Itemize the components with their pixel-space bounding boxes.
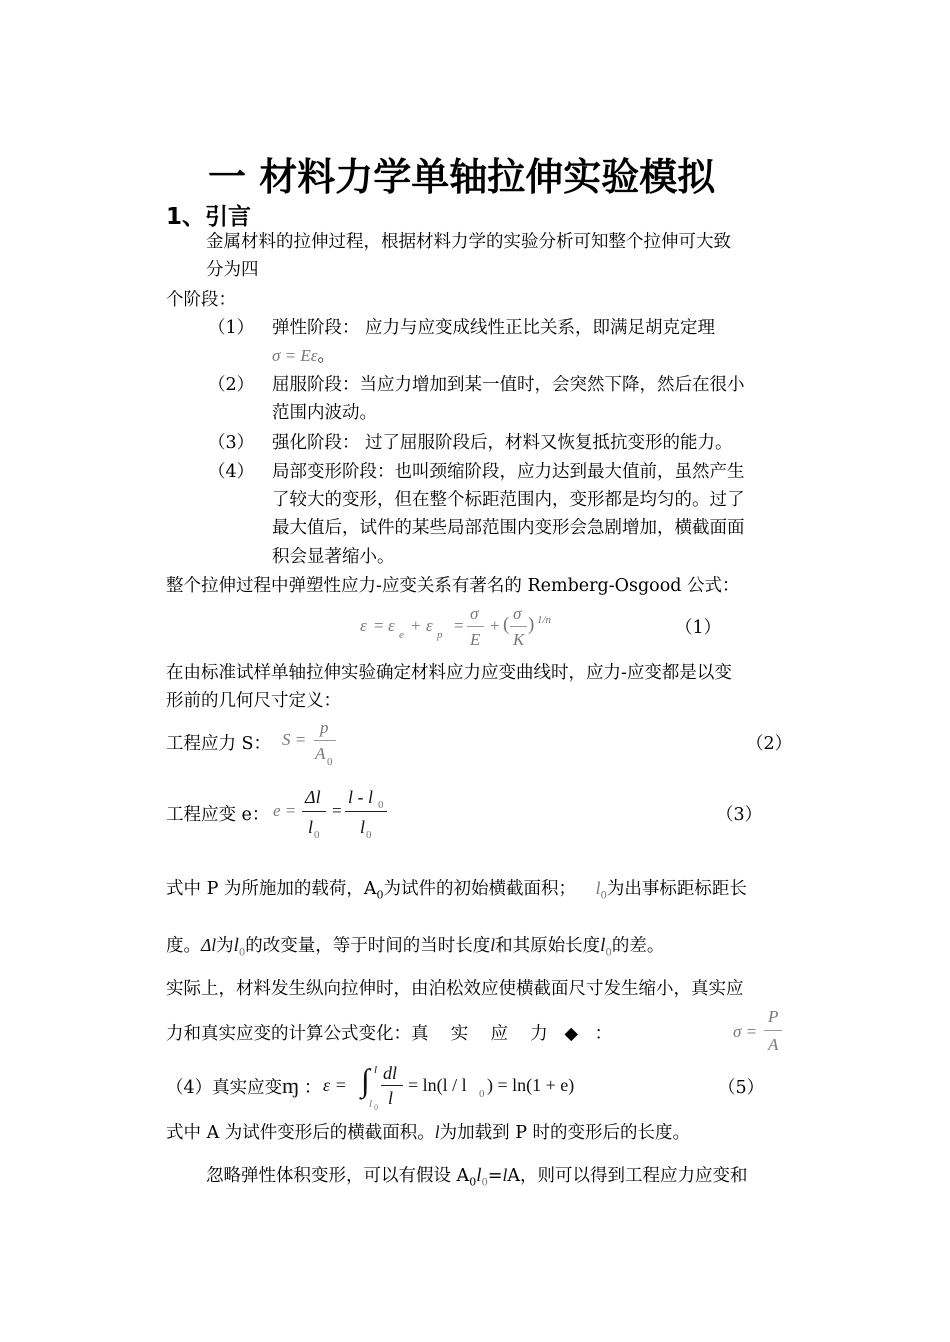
true-stress-den: A	[768, 1035, 779, 1054]
eq3-num-2: l - l	[348, 787, 373, 807]
para3-l2-text-e: 的差。	[611, 936, 665, 956]
stage-4-text-2: 了较大的变形，但在整个标距范围内，变形都是均匀的。过了	[272, 490, 745, 510]
eq1-sub-e: e	[399, 629, 404, 641]
eq2-label: 工程应力 S：	[166, 734, 272, 754]
para6	[206, 1163, 748, 1196]
eq1-den-1: E	[470, 630, 481, 649]
stage-4-text-1: 局部变形阶段：也叫颈缩阶段，应力达到最大值前，虽然产生	[272, 462, 745, 482]
section-heading-intro: 1、引言	[166, 204, 252, 230]
stage-3-text: 强化阶段： 过了屈服阶段后，材料又恢复抵抗变形的能力。	[272, 433, 733, 453]
eq3-den-2: l	[360, 817, 366, 837]
eq1-equals-2: =	[454, 616, 464, 635]
eq1-eps: ε	[360, 616, 367, 635]
eq1-eps-e: ε	[388, 616, 395, 635]
para3-line-1	[166, 876, 747, 909]
stage-2-number: （2）	[208, 375, 255, 395]
true-stress-num: P	[768, 1007, 779, 1026]
eq2-den-sub: 0	[327, 756, 333, 768]
eq1-exponent: 1/n	[537, 614, 552, 626]
para3-l0-sub: 0	[600, 890, 607, 902]
eq3-den-1: l	[308, 817, 314, 837]
para6-l0-sub: 0	[481, 1177, 488, 1189]
para6-text-b: A，则可以得到工程应力应变和	[507, 1166, 748, 1186]
para6-l: l	[502, 1165, 508, 1185]
eq5-lhs: ε =	[323, 1075, 347, 1095]
para3-l0-symbol: l	[595, 878, 601, 898]
hooke-formula: σ = Eε	[272, 346, 318, 365]
eq1-plus: +	[411, 616, 421, 635]
eq5-colon: ：	[304, 1078, 322, 1098]
intro-line-3: 个阶段：	[166, 290, 236, 310]
eq1-plus-2: +	[490, 616, 500, 635]
stage-1-text: 弹性阶段： 应力与应变成线性正比关系，即满足胡克定理	[272, 318, 716, 338]
para3-delta-l: Δl	[201, 935, 217, 955]
eq3-label: 工程应变 e：	[166, 805, 270, 825]
para3-a0-sub: 0	[376, 888, 384, 902]
para3-text-c: 为出事标距标距长	[606, 879, 747, 899]
para6-a0-sub: 0	[469, 1175, 477, 1189]
para5-l: l	[434, 1122, 440, 1142]
para2-line-1: 在由标准试样单轴拉伸实验确定材料应力应变曲线时，应力-应变都是以变	[166, 663, 732, 683]
stage-2-text-1: 屈服阶段：当应力增加到某一值时，会突然下降，然后在很小	[272, 375, 745, 395]
para3-l0-a-sub: 0	[238, 947, 246, 959]
para6-equals: =	[487, 1166, 503, 1186]
eq5-int-lower-sub: 0	[374, 1103, 378, 1112]
eq1-den-2: K	[513, 630, 525, 649]
page-title: 一 材料力学单轴拉伸实验模拟	[208, 155, 716, 199]
eq1-rparen: )	[528, 614, 535, 635]
stage-1-number: （1）	[208, 318, 255, 338]
para6-l0: l	[476, 1165, 482, 1186]
eq1-num-1: σ	[470, 604, 479, 623]
para4-line-1: 实际上，材料发生纵向拉伸时，由泊松效应使横截面尺寸发生缩小，真实应	[166, 979, 744, 999]
stage-4-number: （4）	[208, 462, 255, 482]
eq5-int-lower: l	[369, 1098, 373, 1110]
eq5-rhs: = ln(l / l	[408, 1075, 467, 1095]
para6-text-a: 忽略弹性体积变形，可以有假设 A	[206, 1166, 470, 1186]
eq3-number: （3）	[716, 805, 763, 825]
eq5-den: l	[388, 1088, 394, 1108]
eq5-number: （5）	[718, 1078, 765, 1098]
para3-l0-b-sub: 0	[605, 947, 612, 959]
intro-line-2: 分为四	[206, 260, 259, 280]
stage-1-formula	[272, 344, 335, 368]
stage-3-number: （3）	[208, 433, 255, 453]
para3-l0-b: l	[600, 935, 606, 956]
para3-l2-text-b: 为	[216, 936, 234, 956]
eq1-equals: =	[374, 616, 384, 635]
stage-4-text-3: 最大值后，试件的某些局部范围内变形会急剧增加，横截面面	[272, 518, 745, 538]
eq2-number: （2）	[746, 734, 793, 754]
para3-l0-a: l	[233, 935, 239, 956]
eq5-int-upper: l	[374, 1064, 378, 1076]
eq3-den-1-sub: 0	[314, 829, 320, 841]
para3-l2-text-c: 的改变量，等于时间的当时长度	[245, 936, 491, 956]
para5	[166, 1120, 690, 1145]
ro-intro: 整个拉伸过程中弹塑性应力-应变关系有著名的 Remberg-Osgood 公式：	[166, 576, 740, 596]
eq2-lhs: S =	[282, 730, 307, 749]
para3-text-b: 为试件的初始横截面积；	[383, 879, 577, 899]
eq3-den-2-sub: 0	[366, 829, 372, 841]
para2-line-2: 形前的几何尺寸定义：	[166, 691, 341, 711]
eq1-lparen: (	[503, 614, 510, 635]
para5-text-b: 为加载到 P 时的变形后的长度。	[439, 1123, 691, 1143]
eq5-rhs-sub: 0	[479, 1088, 485, 1100]
intro-line-1: 金属材料的拉伸过程，根据材料力学的实验分析可知整个拉伸可大致	[206, 232, 731, 252]
eq2-den: A	[315, 744, 326, 763]
eq3-num-2-sub: 0	[378, 799, 384, 811]
eq3-equals: =	[332, 801, 342, 820]
hooke-formula-suffix: 。	[317, 346, 335, 366]
para5-text-a: 式中 A 为试件变形后的横截面积。	[166, 1123, 435, 1143]
para4-line-2: 力和真实应变的计算公式变化：真 实 应 力 ◆ ：	[166, 1024, 613, 1044]
para3-l2-text-d: 和其原始长度	[495, 936, 601, 956]
para3-l2-text-a: 度。	[166, 936, 201, 956]
para3-line-2	[166, 933, 664, 966]
eq1-eps-p: ε	[426, 616, 433, 635]
eq2-num: p	[320, 718, 329, 737]
stage-4-text-4: 积会显著缩小。	[272, 547, 395, 567]
para3-text-a: 式中 P 为所施加的载荷，A	[166, 879, 377, 899]
eq1-num-2: σ	[513, 604, 522, 623]
true-stress-lhs: σ =	[733, 1022, 758, 1041]
eq1-number: （1）	[675, 618, 722, 638]
eq5-integral: ∫	[361, 1062, 370, 1098]
eq5-label: （4）真实应变	[166, 1078, 283, 1098]
eq3-lhs: e =	[273, 801, 297, 820]
eq5-glyph: ɱ	[282, 1073, 300, 1098]
stage-2-text-2: 范围内波动。	[272, 403, 377, 423]
eq5-rhs-2: ) = ln(1 + e)	[487, 1075, 575, 1095]
para3-l: l	[490, 935, 496, 955]
eq3-num-1: Δl	[305, 787, 321, 807]
eq5-num: dl	[383, 1063, 398, 1083]
eq1-sub-p: p	[437, 629, 443, 641]
